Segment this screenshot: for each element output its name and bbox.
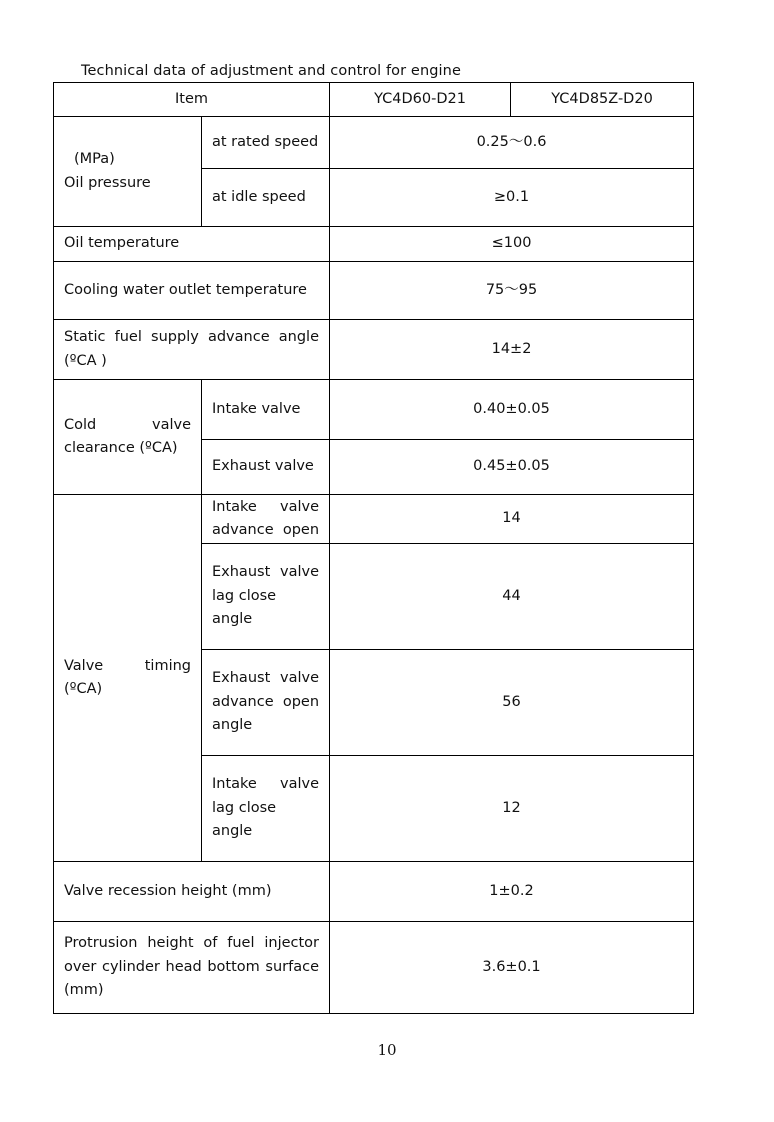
valve-timing-r1-line1: Intake valve (212, 498, 320, 515)
valve-timing-r3-line1: Exhaust valve (212, 670, 320, 687)
valve-timing-r1-line2: advance open (212, 522, 320, 538)
table-row (54, 922, 694, 1014)
valve-timing-intake-lag-label (202, 756, 330, 862)
oil-pressure-rated-value: 0.25～0.6 (330, 117, 694, 169)
table-row (54, 495, 694, 544)
static-fuel-label-text: Static fuel supply advance angle (64, 329, 320, 345)
oil-pressure-label (54, 117, 202, 227)
static-fuel-label (54, 320, 330, 380)
header-item: Item (54, 83, 330, 117)
protrusion-line1: Protrusion height of fuel injector (64, 935, 320, 952)
valve-timing-intake-lag-value: 12 (330, 756, 694, 862)
valve-timing-exhaust-lag-label (202, 544, 330, 650)
table-header-row (54, 83, 694, 117)
oil-temperature-label: Oil temperature (54, 227, 330, 262)
table-row (54, 262, 694, 320)
oil-pressure-name: Oil pressure (64, 174, 151, 191)
header-model-yc4d85z: YC4D85Z-D20 (511, 83, 694, 117)
valve-timing-exhaust-lag-value: 44 (330, 544, 694, 650)
oil-pressure-unit: (MPa) (74, 151, 115, 167)
cold-valve-label-line1: Cold valve (64, 416, 191, 433)
valve-timing-label (54, 495, 202, 862)
valve-timing-r4-line1: Intake valve (212, 776, 320, 793)
valve-timing-exhaust-advance-value: 56 (330, 650, 694, 756)
cold-valve-intake-label: Intake valve (202, 380, 330, 440)
table-row (54, 320, 694, 380)
header-model-yc4d60: YC4D60-D21 (330, 83, 511, 117)
valve-timing-exhaust-advance-label (202, 650, 330, 756)
protrusion-line2: over cylinder head bottom surface (64, 958, 320, 975)
table-row (54, 380, 694, 440)
cold-valve-exhaust-label: Exhaust valve (202, 440, 330, 495)
valve-timing-intake-advance-label (202, 495, 330, 544)
page-number: 10 (377, 1041, 397, 1059)
cold-valve-exhaust-value: 0.45±0.05 (330, 440, 694, 495)
protrusion-value: 3.6±0.1 (330, 922, 694, 1014)
document-title: Technical data of adjustment and control for engine (81, 63, 461, 79)
valve-timing-r2-line1: Exhaust valve (212, 564, 320, 581)
valve-recession-value: 1±0.2 (330, 862, 694, 922)
valve-timing-r2-line2: lag close angle (212, 587, 277, 628)
table-row (54, 862, 694, 922)
table-row (54, 117, 694, 169)
valve-recession-label: Valve recession height (mm) (54, 862, 330, 922)
cold-valve-label (54, 380, 202, 495)
protrusion-line3: (mm) (64, 982, 104, 999)
table-row (54, 227, 694, 262)
valve-timing-label-line1: Valve timing (64, 657, 191, 674)
protrusion-label (54, 922, 330, 1014)
engine-spec-table (53, 82, 694, 1014)
oil-temperature-value: ≤100 (330, 227, 694, 262)
valve-timing-r4-line2: lag close angle (212, 799, 277, 840)
valve-timing-r3-line3: angle (212, 717, 253, 734)
valve-timing-intake-advance-value: 14 (330, 495, 694, 544)
cooling-water-value: 75～95 (330, 262, 694, 320)
valve-timing-label-line2: (ºCA) (64, 681, 103, 697)
oil-pressure-idle-value: ≥0.1 (330, 169, 694, 227)
valve-timing-r3-line2: advance open (212, 693, 320, 710)
static-fuel-value: 14±2 (330, 320, 694, 380)
cold-valve-intake-value: 0.40±0.05 (330, 380, 694, 440)
oil-pressure-rated-label: at rated speed (202, 117, 330, 169)
cold-valve-label-line2: clearance (ºCA) (64, 440, 178, 456)
oil-pressure-idle-label: at idle speed (202, 169, 330, 227)
cooling-water-label: Cooling water outlet temperature (54, 262, 330, 320)
static-fuel-label-unit: (ºCA ) (64, 352, 107, 369)
